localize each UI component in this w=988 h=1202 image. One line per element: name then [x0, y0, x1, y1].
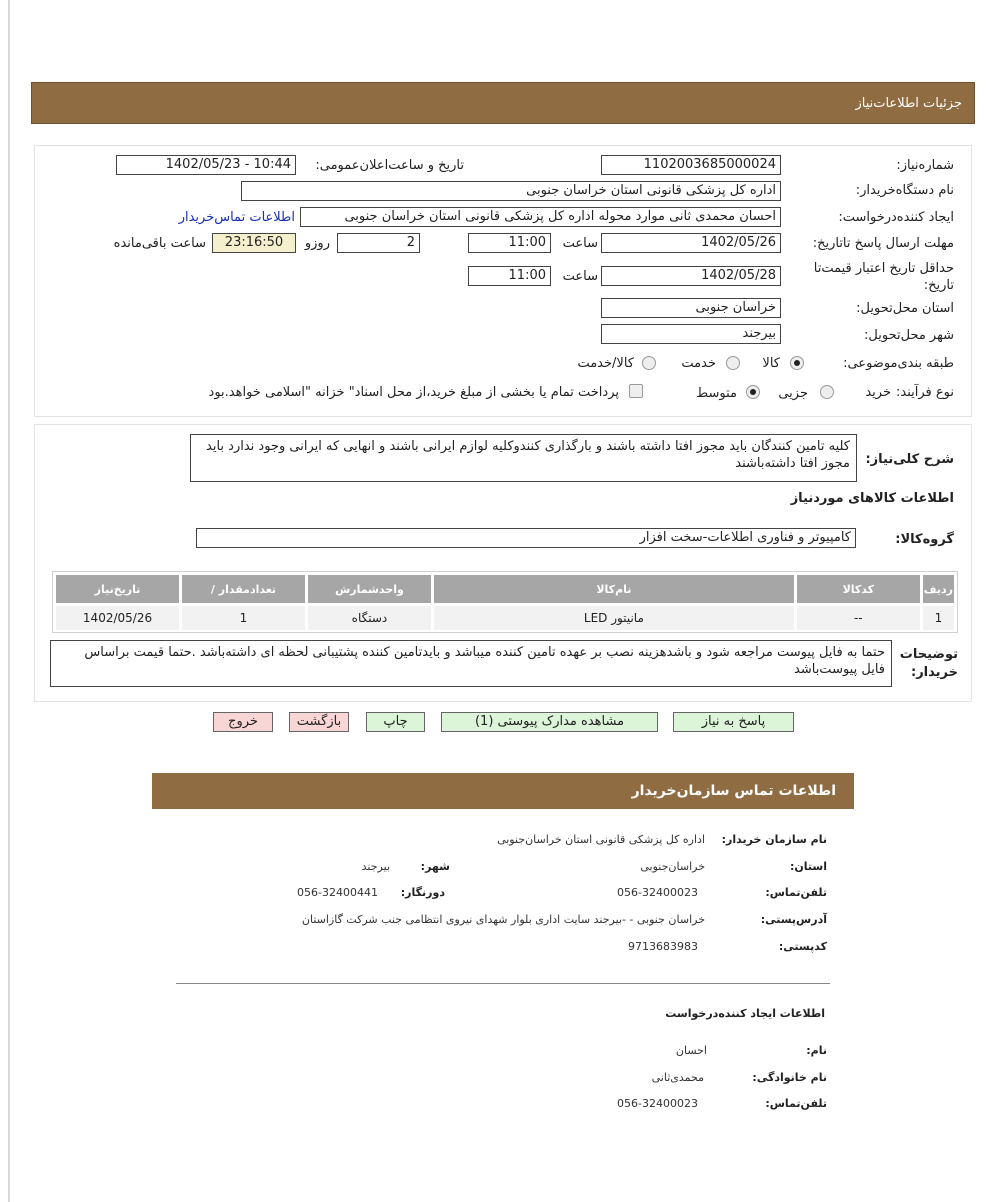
creator-family-value: محمدی‌ثانی [651, 1071, 704, 1084]
col-date: تاریخ‌نیاز [56, 575, 179, 603]
validity-time-field: 11:00 [468, 266, 551, 286]
goods-table-header [56, 575, 954, 603]
province-field: خراسان جنوبی [601, 298, 781, 318]
cell-date: 1402/05/26 [56, 606, 179, 630]
postal-label: کد‌پستی: [778, 940, 827, 953]
left-border [8, 0, 10, 1202]
creator-field: احسان محمدی ثانی موارد محوله اداره کل پزشکی قانونی استان خراسان جنوبی [300, 207, 781, 227]
deadline-label: مهلت ارسال پاسخ تا‌تاریخ: [812, 236, 954, 251]
validity-label: حداقل تاریخ اعتبار قیمت‌تا تاریخ: [813, 261, 954, 293]
process-buy: خرید [865, 385, 891, 400]
page-header-title: جزئیات اطلاعات‌نیاز [855, 96, 962, 111]
col-name: نام‌کالا [434, 575, 794, 603]
process-option-medium: متوسط [696, 386, 737, 401]
creator-info-title: اطلاعات ایجاد کننده‌درخواست [665, 1007, 825, 1020]
col-unit: واحدشمارش [308, 575, 431, 603]
category-option-goods: کالا [762, 356, 780, 371]
desc-label: شرح کلی‌نیاز: [865, 452, 954, 467]
attachments-button[interactable]: مشاهده مدارک پیوستی (1) [441, 712, 658, 732]
group-label: گروه‌کالا: [895, 532, 954, 547]
process-option-minor: جزیی [778, 386, 808, 401]
deadline-date-field: 1402/05/26 [601, 233, 781, 253]
postal-value: 9713683983 [628, 940, 698, 953]
contact-province-label: استان: [790, 860, 827, 873]
treasury-payment-checkbox[interactable] [629, 384, 643, 398]
contact-phone-label: تلفن‌تماس: [765, 886, 827, 899]
process-radio-medium[interactable] [746, 385, 760, 399]
buyer-contact-title: اطلاعات تماس سازمان‌خریدار [631, 783, 836, 799]
process-label: نوع فرآیند: [896, 385, 954, 400]
page-header [31, 82, 975, 124]
validity-time-label: ساعت [562, 269, 598, 284]
days-field: 2 [337, 233, 420, 253]
group-field: کامپیوتر و فناوری اطلاعات-سخت افزار [196, 528, 856, 548]
contact-divider [176, 983, 830, 984]
fax-label: دورنگار: [400, 886, 445, 899]
org-value: اداره کل پزشکی قانونی استان خراسان‌جنوبی [497, 833, 705, 846]
exit-button[interactable]: خروج [213, 712, 273, 732]
org-label: نام سازمان خریدار: [721, 833, 827, 846]
goods-table-frame [52, 571, 958, 633]
category-label: طبقه بندی‌موضوعی: [843, 356, 954, 371]
need-number-label: شماره‌نیاز: [896, 158, 954, 173]
back-button[interactable]: بازگشت [289, 712, 349, 732]
address-label: آدرس‌پستی: [760, 913, 827, 926]
reply-button[interactable]: پاسخ به نیاز [673, 712, 794, 732]
contact-city-label: شهر: [420, 860, 450, 873]
category-radio-service[interactable] [726, 356, 740, 370]
category-radio-goods[interactable] [790, 356, 804, 370]
buyer-contact-link[interactable]: اطلاعات تماس‌خریدار [178, 210, 295, 225]
cell-row: 1 [923, 606, 954, 630]
deadline-time-field: 11:00 [468, 233, 551, 253]
validity-date-field: 1402/05/28 [601, 266, 781, 286]
process-radio-minor[interactable] [820, 385, 834, 399]
deadline-time-label: ساعت [562, 236, 598, 251]
city-label: شهر محل‌تحویل: [864, 328, 954, 343]
need-number-field: 1102003685000024 [601, 155, 781, 175]
category-radio-goods-service[interactable] [642, 356, 656, 370]
address-value: خراسان جنوبی - -بیرجند سایت اداری بلوار شهدای نیروی انتظامی جنب شرکت گاز‌استان [301, 913, 705, 926]
cell-code: -- [797, 606, 920, 630]
remaining-label: ساعت باقی‌مانده [113, 236, 206, 251]
print-button[interactable]: چاپ [366, 712, 425, 732]
goods-table [53, 572, 957, 633]
creator-phone-label: تلفن‌تماس: [765, 1097, 827, 1110]
buyer-contact-header [152, 773, 854, 809]
contact-city-value: بیرجند [361, 860, 390, 873]
contact-province-value: خراسان‌جنوبی [640, 860, 705, 873]
days-label: روز‌و [304, 236, 330, 251]
desc-box: کلیه تامین کنندگان باید مجوز افتا داشته باشند و بارگذاری کنندوکلیه لوازم ایرانی باشند و انهایی که ایرانی وجود ندارد باید مجوز افتا داشته‌باشند [190, 434, 857, 482]
creator-name-value: احسان [675, 1044, 707, 1057]
creator-phone-value: 056-32400023 [617, 1097, 698, 1110]
buyer-org-field: اداره کل پزشکی قانونی استان خراسان جنوبی [241, 181, 781, 201]
col-qty: تعدادمقدار / [182, 575, 305, 603]
cell-qty: 1 [182, 606, 305, 630]
province-label: استان محل‌تحویل: [856, 301, 954, 316]
col-row: ردیف [923, 575, 954, 603]
table-row [56, 606, 954, 630]
goods-info-title: اطلاعات کالاهای موردنیاز [790, 491, 954, 506]
fax-value: 056-32400441 [297, 886, 378, 899]
buyer-notes-box: حتما به فایل پیوست مراجعه شود و باشدهزینه نصب بر عهده تامین کننده میباشد و بایدتامین کننده پشتیبانی لحظه ای داشته‌باشد .حتما قیمت براساس فایل پیوست‌باشد [50, 640, 892, 687]
announce-label: تاریخ و ساعت‌اعلان‌عمومی: [315, 158, 464, 173]
cell-unit: دستگاه [308, 606, 431, 630]
creator-family-label: نام خانوادگی: [752, 1071, 827, 1084]
contact-phone-value: 056-32400023 [617, 886, 698, 899]
creator-label: ایجاد کننده‌درخواست: [838, 210, 954, 225]
category-option-goods-service: کالا/خدمت [577, 356, 634, 371]
creator-name-label: نام: [806, 1044, 827, 1057]
buyer-notes-label: توضیحات خریدار: [899, 647, 958, 680]
announce-field: 1402/05/23 - 10:44 [116, 155, 296, 175]
city-field: بیرجند [601, 324, 781, 344]
treasury-payment-note: پرداخت تمام یا بخشی از مبلغ خرید،از محل اسناد" خزانه "اسلامی خواهد.بود [208, 385, 619, 400]
cell-name: مانیتور LED [434, 606, 794, 630]
category-option-service: خدمت [681, 356, 716, 371]
col-code: کدکالا [797, 575, 920, 603]
remaining-time-field: 23:16:50 [212, 233, 296, 253]
buyer-org-label: نام دستگاه‌خریدار: [855, 183, 954, 198]
